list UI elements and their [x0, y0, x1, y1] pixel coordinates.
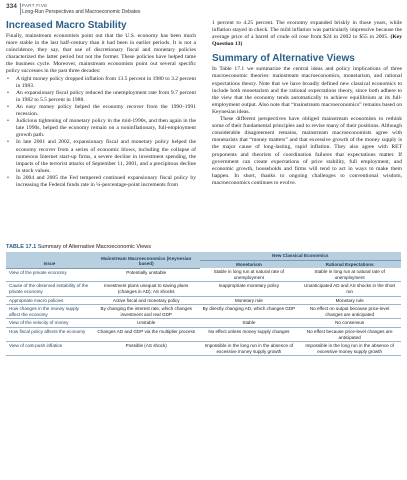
col-header-issue: Issue: [6, 252, 93, 268]
table-cell: Appropriate macro policies: [9, 297, 64, 303]
part-title: Long-Run Perspectives and Macroeconomic Debates: [22, 9, 141, 15]
list-item: • A tight money policy dropped inflation from 13.5 percent in 1980 to 3.2 percent in 1983.: [13, 76, 196, 90]
table-title: Summary of Alternative Macroeconomic Views: [37, 244, 151, 250]
table-cell: How changes in the money supply affect the economy: [9, 306, 79, 317]
table-row: [6, 296, 401, 305]
table-cell: Cause of the observed instability of the private economy: [9, 283, 89, 294]
table-cell: Active fiscal and monetary policy: [112, 297, 180, 303]
col-header-rational-expectations: Rational Expectations: [298, 260, 401, 268]
table-cell: Monetary rule: [335, 297, 364, 303]
table-cell: Monetary rule: [234, 297, 263, 303]
table-cell: Potentially unstable: [126, 269, 167, 275]
table-cell: Possible (AS shock): [125, 343, 167, 349]
table-row: [6, 319, 401, 328]
table-cell: Unstable: [137, 320, 156, 326]
section-heading-summary: Summary of Alternative Views: [212, 53, 355, 65]
table-caption: [6, 244, 151, 250]
table-cell: Changes AD and GDP via the multiplier process: [97, 328, 196, 334]
table-cell: Impossible in the long run in the absence of excessive money supply growth: [305, 343, 394, 354]
table-row: [6, 268, 401, 282]
list-item: • In 2004 and 2005 the Fed tempered continued expansionary fiscal policy by increasing the Federal funds rate in ¼-percentage-point increments from: [13, 175, 196, 189]
table-cell: No effect on output because price-level changes are anticipated: [309, 306, 390, 317]
key-question-link[interactable]: (Key Question 13): [212, 34, 402, 48]
left-column: [6, 20, 196, 189]
table-row: [6, 282, 401, 296]
summary-paragraph-2: These different perspectives have obliged mainstream economists to rethink some of their fundamental principles and to revise many of their positions. Although considerable disagreement remains, mainstream macroeconomists agree with monetarists that “money matters” and that excessive growth of the money supply is the major cause of long-lasting, rapid inflation. They also agree with RET proponents and theorists of coordination failures that expectations matter. If government can create expectations of price stability, full employment, and economic growth, households and firms will tend to act in ways to make them happen. In short, thanks to ongoing challenges to conventional wisdom, macroeconomics continues to evolve.: [212, 116, 402, 186]
table-cell: Stable in long run at natural rate of unemployment: [314, 269, 385, 280]
page-number: 334: [6, 3, 17, 10]
col-header-monetarism: Monetarism: [200, 260, 299, 268]
table-cell: View of the velocity of money: [9, 320, 69, 326]
part-label: PART FIVE: [22, 3, 48, 8]
table-cell: Unanticipated AD and AS shocks in the short run: [304, 283, 396, 294]
continued-text: 1 percent to 4.25 percent. The economy expanded briskly in those years, while inflation stayed in check. The mild inflation was particularly impressive because the average price of a barrel of crude oil rose from $24 in 2002 to $55 in 2005.: [212, 20, 402, 41]
table-row: [6, 305, 401, 319]
table-cell: By changing the interest rate, which changes investment and real GDP: [100, 306, 192, 317]
right-column: [212, 20, 402, 187]
list-item: • An easy money policy helped the economy recover from the 1990–1991 recession.: [13, 104, 196, 118]
table-cell: Investment plans unequal to saving plans (changes in AD); AS shocks: [104, 283, 189, 294]
table-cell: No effect unless money supply changes: [208, 328, 290, 334]
table-label: TABLE 17.1: [6, 244, 37, 250]
table-cell: How fiscal policy affects the economy: [9, 328, 86, 334]
table-cell: Stable in long run at natural rate of unemployment: [213, 269, 285, 280]
policy-successes-list: [6, 76, 196, 190]
group-header-new-classical: New Classical Economics: [200, 252, 401, 260]
table-cell: Stable: [242, 320, 256, 326]
section-heading-macro-stability: Increased Macro Stability: [6, 20, 127, 31]
list-item: • An expansionary fiscal policy reduced the unemployment rate from 9.7 percent in 1982 to 5.5 percent in 1988.: [13, 90, 196, 104]
table-cell: View of the private economy: [9, 269, 67, 275]
table-row: [6, 342, 401, 356]
header-divider: [20, 3, 21, 15]
list-item: • Judicious tightening of monetary policy in the mid-1990s, and then again in the late 1990s, helped the economy remain on a noninflationary, full-employment growth path.: [13, 118, 196, 139]
table-cell: No consensus: [335, 320, 365, 326]
table-cell: No effect because price-level changes are anticipated: [306, 328, 393, 340]
table-cell: By directly changing AD, which changes GDP: [202, 306, 296, 312]
table-row: [6, 327, 401, 341]
continued-paragraph: [212, 20, 402, 48]
col-header-mainstream: Mainstream Macroeconomics (Keynesian based): [93, 252, 200, 268]
table-cell: View of cost-push inflation: [9, 343, 63, 349]
summary-table: [6, 252, 401, 356]
table-cell: Impossible in the long run in the absence of excessive money supply growth: [204, 343, 294, 354]
table-cell: Inappropriate monetary policy: [218, 283, 280, 289]
list-item: • In late 2001 and 2002, expansionary fiscal and monetary policy helped the economy recover from a series of economic blows, including the collapse of numerous Internet start-up firms, a severe decline in investment spending, the impacts of the terrorist attacks of September 11, 2001, and a precipitous decline in stock values.: [13, 139, 196, 174]
intro-paragraph: Finally, mainstream economists point out that the U.S. economy has been much more stable in the last half-century than it had been in earlier periods. It is not a coincidence, they say, that use of discretionary fiscal and monetary policies characterized the latter period but not the former. These policies have helped tame the business cycle. Moreover, mainstream economists point out several specific policy successes in the past three decades:: [6, 33, 196, 75]
summary-paragraph-1: In Table 17.1 we summarize the central ideas and policy implications of three macroeconomic theories: mainstream macroeconomics, monetarism, and rational expectations theory. Note that we have broadly defined new classical economics to include both monetarism and the rational expectations theory, since both adhere to the view that the economy tends automatically to achieve equilibrium at its full-employment output. Also note that “mainstream macroeconomics” remains based on Keynesian ideas.: [212, 66, 402, 115]
